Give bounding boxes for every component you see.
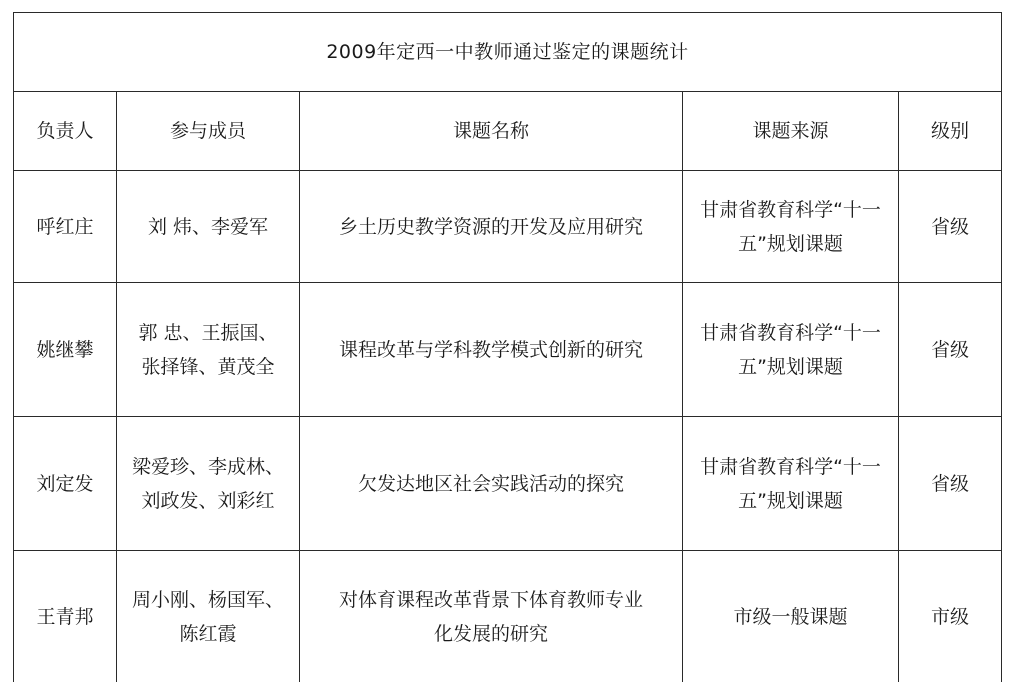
cell-topic <box>300 171 683 283</box>
cell-members-line: 陈红霞 <box>179 622 237 645</box>
header-row <box>14 92 1002 171</box>
cell-topic-line: 课程改革与学科教学模式创新的研究 <box>338 338 643 361</box>
statistics-table <box>13 12 1002 682</box>
cell-members-line: 郭 忠、王振国、 <box>138 321 278 344</box>
cell-members <box>117 417 300 551</box>
cell-source <box>683 417 899 551</box>
cell-topic-line: 欠发达地区社会实践活动的探究 <box>357 472 624 495</box>
cell-source <box>683 171 899 283</box>
cell-leader: 刘定发 <box>14 417 117 551</box>
cell-source-line: 甘肃省教育科学“十一 <box>700 198 881 221</box>
cell-members <box>117 171 300 283</box>
cell-source-line: 甘肃省教育科学“十一 <box>700 455 881 478</box>
cell-level: 省级 <box>899 171 1002 283</box>
cell-source <box>683 551 899 683</box>
cell-level: 市级 <box>899 551 1002 683</box>
cell-topic <box>300 551 683 683</box>
cell-members <box>117 283 300 417</box>
cell-level: 省级 <box>899 283 1002 417</box>
cell-source-line: 五”规划课题 <box>738 232 843 255</box>
cell-members <box>117 551 300 683</box>
cell-members-line: 周小刚、杨国军、 <box>131 588 284 611</box>
table-title: 2009年定西一中教师通过鉴定的课题统计 <box>14 13 1002 92</box>
cell-members-line: 张择锋、黄茂全 <box>141 355 275 378</box>
cell-members-line: 刘 炜、李爱军 <box>147 215 269 238</box>
header-members: 参与成员 <box>117 92 300 171</box>
cell-source-line: 五”规划课题 <box>738 355 843 378</box>
cell-members-line: 梁爱珍、李成林、 <box>131 455 284 478</box>
table-row <box>14 417 1002 551</box>
cell-topic-line: 对体育课程改革背景下体育教师专业 <box>338 588 643 611</box>
cell-topic-line: 化发展的研究 <box>433 622 548 645</box>
cell-source-line: 五”规划课题 <box>738 489 843 512</box>
header-topic: 课题名称 <box>300 92 683 171</box>
cell-leader: 王青邦 <box>14 551 117 683</box>
table-row <box>14 283 1002 417</box>
cell-source-line: 甘肃省教育科学“十一 <box>700 321 881 344</box>
table-row <box>14 551 1002 683</box>
cell-members-line: 刘政发、刘彩红 <box>141 489 275 512</box>
cell-source <box>683 283 899 417</box>
cell-topic <box>300 283 683 417</box>
cell-source-line: 市级一般课题 <box>733 605 848 628</box>
header-level: 级别 <box>899 92 1002 171</box>
cell-leader: 呼红庄 <box>14 171 117 283</box>
header-leader: 负责人 <box>14 92 117 171</box>
cell-level: 省级 <box>899 417 1002 551</box>
table-row <box>14 171 1002 283</box>
cell-leader: 姚继攀 <box>14 283 117 417</box>
cell-topic <box>300 417 683 551</box>
cell-topic-line: 乡土历史教学资源的开发及应用研究 <box>338 215 643 238</box>
header-source: 课题来源 <box>683 92 899 171</box>
